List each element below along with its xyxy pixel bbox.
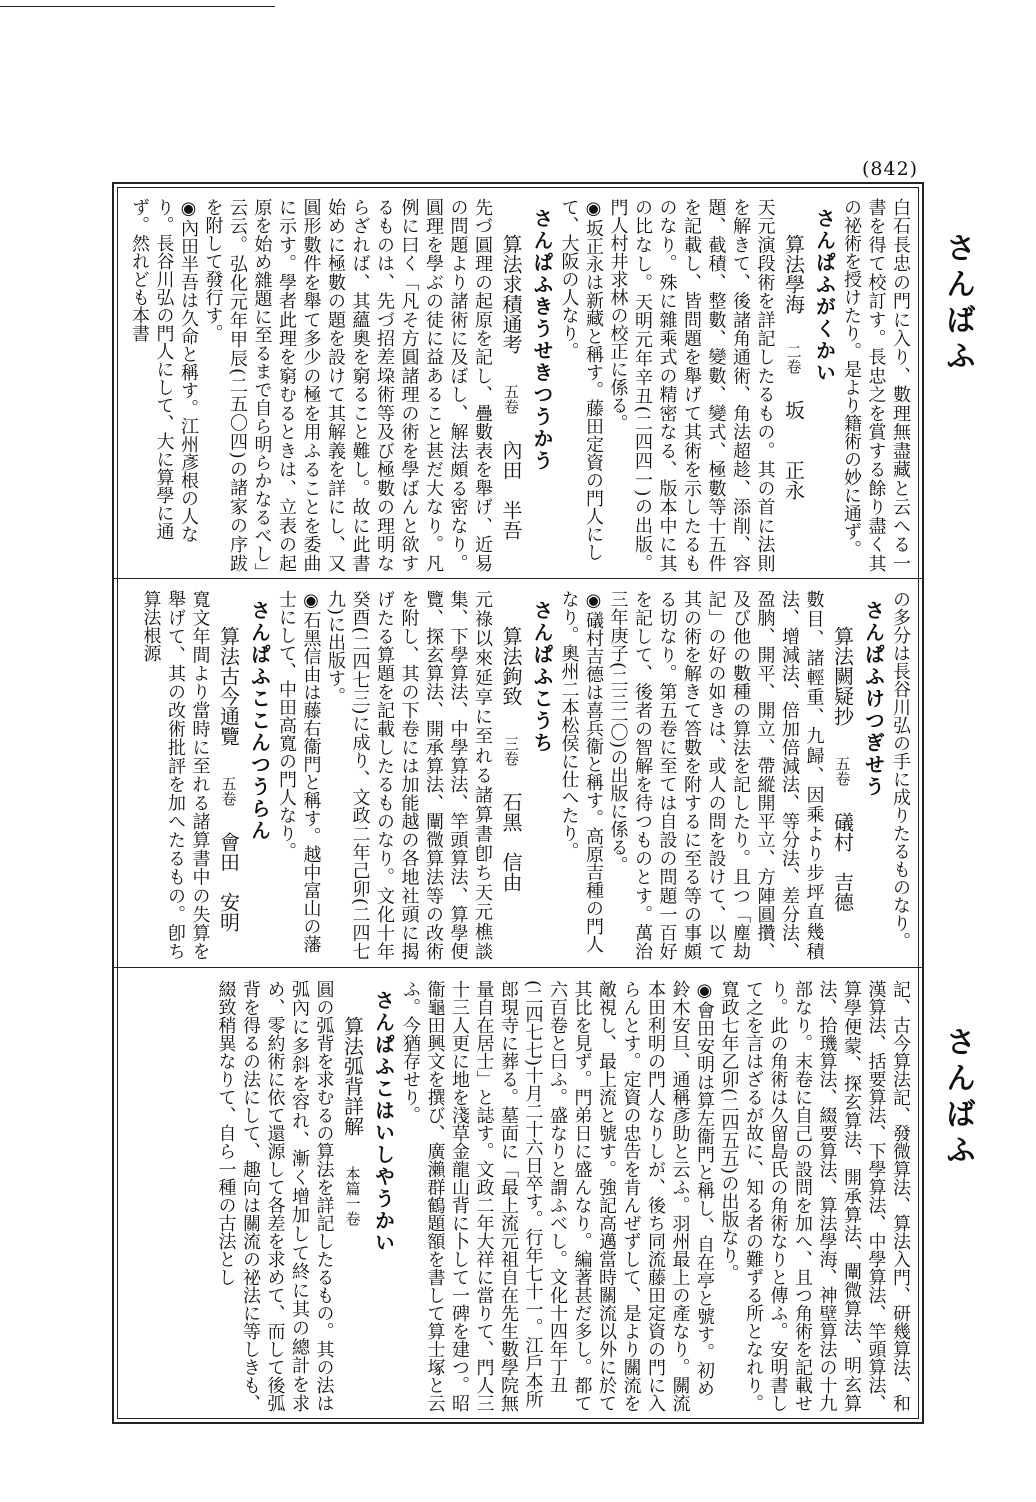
book-title-line: [212, 590, 246, 960]
body-paragraph: 記、古今算法記、發微算法、算法入門、研幾算法、和漢算法、括要算法、下學算法、中學算法、竿頭算法、算學便蒙、探玄算法、開承算法、闡微算法、明玄算法、拾璣算法、綴要算法、算法學海、神壁算法の十九部なり。末卷に自己の設問を加へ、且つ角術を記載せり。此の角術は久留島氏の角術なりと傳ふ。安明書して之を言はざるが故に、知る者の難ずる所となれり。寬政七年乙卯(二四五五)の出版なり。: [718, 980, 911, 1412]
body-paragraph: 白石長忠の門に入り、數理無盡藏と云へる一書を得て校訂す。長忠之を賞する餘り盡く其の祕術を授けたり。是より籍術の妙に通ず。: [841, 198, 911, 572]
author-name: 坂 正永: [781, 400, 806, 500]
band-divider-1: [112, 578, 924, 579]
book-title-line: [777, 198, 811, 572]
band-divider-2: [112, 967, 924, 968]
author-note: ◉內田半吾は久命と稱す。江州彥根の人なり。長谷川弘の門人にして、大に算學に通ず。然れども本書: [129, 198, 199, 543]
book-title-line: [494, 198, 528, 572]
text-band-bottom: [124, 980, 912, 1412]
body-paragraph: 寬文年間より當時に至れる諸算書中の失算を舉げて、其の改術批評を加へたるもの。卽ち算法根源: [140, 590, 211, 960]
running-header-lower: さんばふ: [940, 1026, 975, 1170]
book-title-line: [826, 590, 860, 960]
entry-reading-heading: さんぱふこはいしやうかい: [371, 990, 396, 1254]
text-band-middle: [124, 590, 912, 960]
book-title: 算法鉤致: [499, 626, 523, 706]
body-paragraph: 數目、諸輕重、九歸、因乘より步坪直幾積法、增減法、倍加倍減法、等分法、差分法、盈朒、開平、開立、帶縱開平立、方陣圓攢、及び他の數種の算法を記したり。且つ「塵劫記」の好の如きは、或人の問を設けて、以て其の術を解きて答數を附するに至る等の事頗る切なり。第五卷に至ては自設の問題一百好を記して、後者の智解を待つものとす。萬治三年庚子(二三二〇)の出版に係る。: [607, 590, 825, 960]
author-note: ◉礒村吉德は喜兵衞と稱す。高原吉種の門人なり。奧州二本松侯に仕へたり。: [558, 590, 604, 953]
volume-count: 本篇一卷: [343, 1166, 362, 1226]
entry-reading-heading: さんぱふがくかい: [812, 208, 837, 384]
book-title: 算法弧背詳解: [340, 1016, 365, 1136]
volume-count: 五卷: [219, 776, 238, 806]
author-name: 礒村 吉德: [830, 812, 855, 912]
page-number: (842): [862, 158, 919, 180]
body-paragraph: 先づ圓理の起原を記し、疊數表を舉げ、近易の問題より諸術に及ぼし、解法頗る密なり。圓理を學ぶの徒に益あること甚だ大なり。凡例に曰く「凡そ方圓諸理の術を學ばんと欲するものは、先づ招差垜術等及び極數の理明ならざれば、其蘊奧を窮ること難し。故に此書始めに極數の題を設けて其解義を詳にし、又圓形數件を舉て多少の極を用ふることを委曲に示す。學者此理を窮むるときは、立表の起原を始め雜題に至るまで自ら明らかなるべし」云云。弘化元年甲辰(二五〇四)の諸家の序跋を附して發行す。: [202, 198, 493, 572]
entry-reading-heading: さんぱふきうせきつうかう: [530, 208, 554, 472]
author-name: 內田 半吾: [499, 440, 523, 540]
book-title-line: [494, 590, 528, 960]
book-title: 算法古今通覽: [216, 626, 241, 746]
book-title-line: [336, 980, 370, 1412]
author-note: ◉會田安明は算左衞門と稱し、自在亭と號す。初め鈴木安旦、通稱彥助と云ふ。羽州最上の產なり。關流本田利明の門人なりしが、後ち同流藤田定資の門に入らんとす。定資の忠告を肯んぜずして、是より關流を敵視し、最上流と號す。強記高邁當時關流以外に於て其比を見ず。門弟日に盛んなり。編著甚だ多し。都て六百卷と曰ふ。盛なりと謂ふべし。文化十四年丁丑(二四七七)十月二十六日卒す。行年七十一。江戶本所郎現寺に葬る。墓面に「最上流元祖自在先生數學院無量自在居士」と誌す。文政二年大祥に當りて、門人三十三人更に地を淺草金龍山背に卜して一碑を建つ。昭衞龜田興文を撰び、廣瀨群鶴題額を書して算士塚と云ふ。今猶存せり。: [400, 980, 715, 1412]
running-header-upper: さんばふ: [940, 232, 975, 376]
author-note: ◉坂正永は新藏と稱す。藤田定資の門人にして、大阪の人なり。: [558, 198, 604, 561]
volume-count: 五卷: [502, 384, 520, 414]
author-name: 石黑 信由: [499, 792, 523, 892]
book-title: 算法求積通考: [499, 234, 523, 354]
body-paragraph: 天元演段術を詳記したるもの。其の首に法則を解きて、後諸角通術、角法超趁、添削、容題、截積、整數、變數、變式、極數等十五件を記載し、皆問題を舉げて其術を示したるものなり。殊に雜乘式の精密なる、版本中に其の比なし。天明元年辛丑(二四四一)の出版。門人村井求林の校正に係る。: [607, 198, 776, 572]
body-paragraph: 元祿以來延享に至れる諸算書卽ち天元樵談集、下學算法、中學算法、竿頭算法、算學便覽、探玄算法、開承算法、闡微算法等の改術を附し、其の下卷には加能越の各地社頭に揭げたる算題を記載したるものなり。文化十年癸酉(二四七三)に成り、文政二年己卯(二四七九)に出版す。: [325, 590, 493, 960]
book-title: 算法學海: [781, 234, 806, 314]
body-paragraph: の多分は長谷川弘の手に成りたるものなり。: [890, 590, 911, 950]
volume-count: 五卷: [833, 756, 852, 786]
volume-count: 二卷: [784, 344, 803, 374]
top-edge-rule: [0, 0, 275, 7]
author-name: 會田 安明: [216, 832, 241, 932]
body-paragraph: 圓の弧背を求むるの算法を詳記したるもの。其の法は弧內に多斜を容れ、漸く增加して終に其の總計を求め、零約術に依て還源して各差を求めて、而して後弧背を得るの法にして、趣向は關流の祕法に等しきも、綴致稍異なりて、自ら一種の古法とし: [215, 980, 335, 1412]
entry-reading-heading: さんぱふここんつうらん: [247, 600, 272, 842]
entry-reading-heading: さんぱふこうち: [530, 600, 554, 754]
text-band-top: [124, 198, 912, 572]
volume-count: 三卷: [502, 736, 520, 766]
book-title: 算法闕疑抄: [830, 626, 855, 726]
author-note: ◉石黑信由は藤右衞門と稱す。越中富山の藩士にして、中田高寬の門人なり。: [276, 590, 322, 953]
entry-reading-heading: さんぱふけつぎせう: [861, 600, 886, 798]
